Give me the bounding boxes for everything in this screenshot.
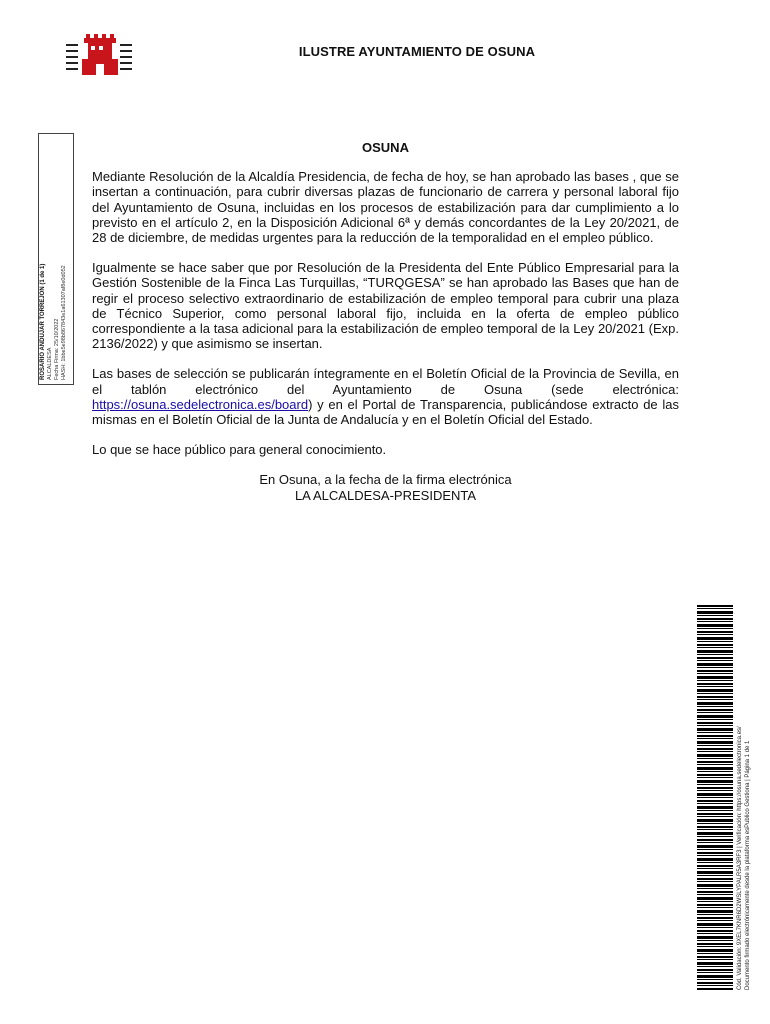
paragraph-3-text-start: Las bases de selección se publicarán íntegramente en el Boletín Oficial de la Provincia de Sevilla, en el tablón electrónico del Ayuntamiento de Osuna (sede electrónica: [92,366,679,397]
header-title: ILUSTRE AYUNTAMIENTO DE OSUNA [298,44,536,59]
paragraph-3-text-end: ) y en el Portal de Transparencia, publicándose extracto de las mismas en el Boletín Oficial de la Junta de Andalucía y en el Boletín Oficial del Estado. [92,396,679,428]
signature-date: Fecha Firma: 25/10/2022 [54,318,60,380]
signature-stamp [40,130,68,380]
document-body [92,140,679,503]
platform-page-line: Documento firmado electrónicamente desde la plataforma esPublico Gestiona | Página 1 de 1 [745,740,751,990]
document-title: OSUNA [362,140,409,155]
paragraph-2: Igualmente se hace saber que por Resolución de la Presidenta del Ente Público Empresarial para la Gestión Sostenible de la Finca Las Turquillas, “TURQGESA” se han aprobado las Bases que han de regir el proceso selectivo extraordinario de estabilización de empleo temporal para cubrir una plaza de Técnico Superior, como personal laboral fijo, incluida en la oferta de empleo público correspondiente a la tasa adicional para la estabilización de empleo temporal de la Ley 20/2021 (Exp. 2136/2022) y que asimismo se insertan. [92,260,679,352]
closing-signer-title: LA ALCALDESA-PRESIDENTA [294,487,477,503]
paragraph-1: Mediante Resolución de la Alcaldía Presidencia, de fecha de hoy, se han aprobado las bases , que se insertan a continuación, para cubrir diversas plazas de funcionario de carrera y personal laboral fijo del Ayuntamiento de Osuna, incluidas en los procesos de estabilización para dar cumplimiento a lo previsto en el artículo 2, en la Disposición Adicional 6ª y demás concordantes de la Ley 20/2021, de 28 de diciembre, de medidas urgentes para la reducción de la temporalidad en el empleo público. [92,169,679,246]
signer-name: ROSARIO ANDUJAR TORREJON (1 de 1) [40,263,46,380]
signature-hash: HASH: 1bbe5e98b867843e1a61307af8e0d052 [61,265,67,380]
paragraph-3 [92,366,679,427]
verification-text [736,660,752,990]
validation-code-line: Cód. Validación: 9XEL7KNR6D2WSLYPALR5A3RF3 | Verificación: https://osuna.sedelectronica.es/ [737,726,743,990]
validation-barcode [697,605,733,990]
paragraph-4: Lo que se hace público para general conocimiento. [92,442,387,458]
signer-role: ALCALDESA [47,347,53,380]
sede-electronica-link[interactable]: https://osuna.sedelectronica.es/board [92,396,309,412]
closing-place-date: En Osuna, a la fecha de la firma electrónica [259,472,512,488]
